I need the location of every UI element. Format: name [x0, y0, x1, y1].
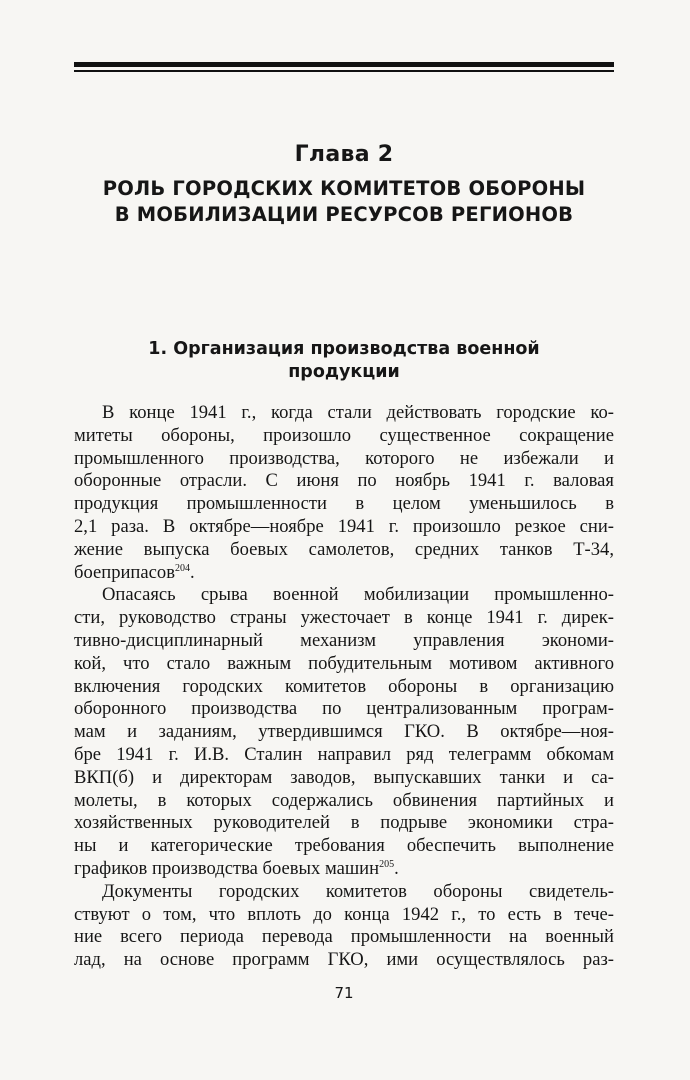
text-line: тивно-дисциплинарный механизм управления экономи-: [74, 629, 614, 651]
text-line: ствуют о том, что вплоть до конца 1942 г., то есть в тече-: [74, 903, 614, 925]
text-line: мам и заданиям, утвердившимся ГКО. В октябре—ноя-: [74, 721, 614, 743]
text-fragment: боеприпасов: [74, 561, 175, 583]
body-text: [74, 402, 614, 972]
chapter-label: Глава 2: [294, 142, 394, 167]
footnote-ref: 205: [379, 858, 395, 870]
header-rule-thin: [74, 70, 614, 72]
text-line: Документы городских комитетов обороны свидетель-: [102, 880, 614, 902]
text-line: молеты, в которых содержались обвинения партийных и: [74, 789, 614, 811]
text-line: жение выпуска боевых самолетов, средних танков Т-34,: [74, 538, 614, 560]
section-heading: [74, 338, 614, 384]
text-line: оборонного производства по централизованным програм-: [74, 698, 614, 720]
text-line: митеты обороны, произошло существенное сокращение: [74, 424, 614, 446]
text-line: ны и категорические требования обеспечить выполнение: [74, 835, 614, 857]
text-line: кой, что стало важным побудительным мотивом активного: [74, 652, 614, 674]
text-line: боеприпасов$^{204}$.: [74, 561, 195, 583]
header-rule-thick: [74, 62, 614, 67]
text-line: Опасаясь срыва военной мобилизации промышленно-: [102, 584, 614, 606]
text-line: продукция промышленности в целом уменьшилось в: [74, 493, 614, 515]
text-fragment: графиков производства боевых машин: [74, 857, 380, 879]
text-line: включения городских комитетов обороны в организацию: [74, 675, 614, 697]
text-line: графиков производства боевых машин$^{205}$.: [74, 857, 399, 879]
text-line: ВКП(б) и директорам заводов, выпускавших танки и са-: [74, 766, 614, 788]
text-line: В конце 1941 г., когда стали действовать городские ко-: [102, 402, 614, 423]
section-heading-line: 1. Организация производства военной: [148, 339, 540, 359]
text-line: бре 1941 г. И.В. Сталин направил ряд телеграмм обкомам: [74, 743, 614, 765]
text-line: оборонные отрасли. С июня по ноябрь 1941 г. валовая: [74, 470, 614, 492]
section-heading-line: продукции: [288, 362, 400, 382]
text-line: ние всего периода перевода промышленности на военный: [74, 926, 614, 948]
chapter-title-line: В МОБИЛИЗАЦИИ РЕСУРСОВ РЕГИОНОВ: [114, 203, 574, 226]
text-line: лад, на основе программ ГКО, ими осуществлялось раз-: [74, 949, 614, 971]
footnote-ref: 204: [174, 562, 190, 574]
text-line: хозяйственных руководителей в подрыве экономики стра-: [74, 812, 614, 834]
text-line: 2,1 раза. В октябре—ноябре 1941 г. произошло резкое сни-: [74, 515, 614, 537]
chapter-title: [74, 176, 614, 228]
page-number: 71: [334, 984, 354, 1002]
text-line: промышленного производства, которого не избежали и: [74, 447, 614, 469]
text-line: сти, руководство страны ужесточает в конце 1941 г. дирек-: [74, 607, 614, 629]
chapter-title-line: РОЛЬ ГОРОДСКИХ КОМИТЕТОВ ОБОРОНЫ: [102, 177, 586, 200]
